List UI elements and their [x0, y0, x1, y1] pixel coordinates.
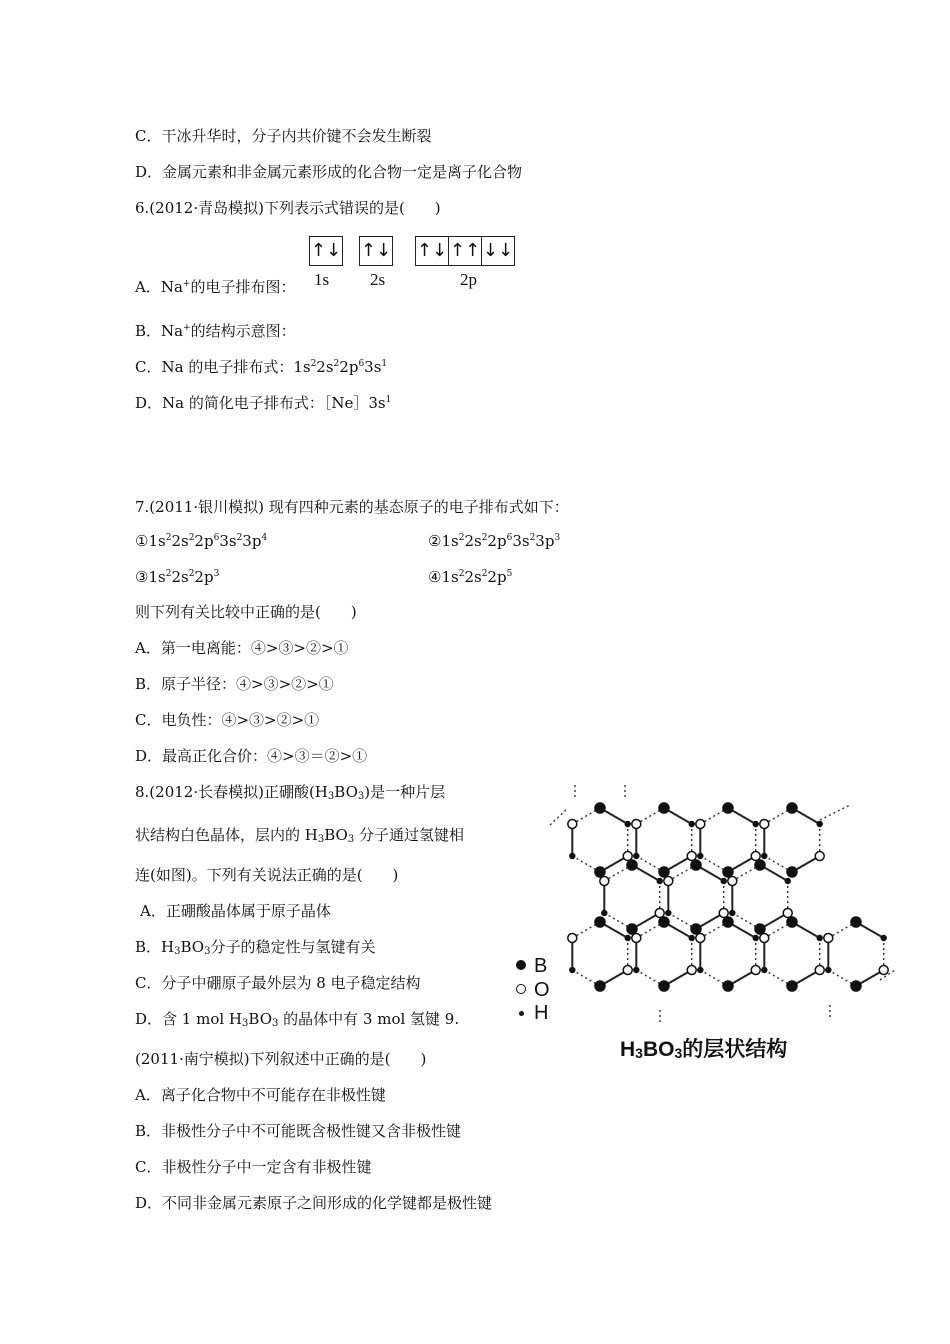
hydrogen-bond	[550, 808, 568, 825]
q8-text: 8.(2012·长春模拟)正硼酸(H	[135, 783, 328, 801]
boron-atom	[723, 917, 733, 927]
oxygen-atom	[815, 852, 824, 861]
oxygen-atom	[783, 909, 792, 918]
oxygen-atom	[728, 877, 737, 886]
boron-atom	[787, 917, 797, 927]
hollow-circle-icon	[516, 984, 526, 994]
q8-option-c: C．分子中硼原子最外层为 8 电子稳定结构	[135, 974, 421, 992]
orbital-box: ↑↓	[309, 236, 343, 266]
q6-option-a-prefix: A．Na	[135, 278, 183, 296]
q6-option-b-suffix: 的结构示意图：	[190, 322, 296, 340]
hydrogen-atom	[625, 822, 630, 827]
orbital-box: ↓↓	[481, 236, 515, 266]
hydrogen-atom	[570, 854, 575, 859]
hydrogen-atom	[634, 854, 639, 859]
hydrogen-atom	[666, 911, 671, 916]
oxygen-atom	[751, 852, 760, 861]
hydrogen-atom	[826, 968, 831, 973]
config-marker: ①	[135, 532, 149, 550]
oxygen-atom	[568, 934, 577, 943]
hydrogen-atom	[753, 936, 758, 941]
oxygen-atom	[696, 820, 705, 829]
boron-atom	[659, 803, 669, 813]
q8-option-a: A．正硼酸晶体属于原子晶体	[140, 902, 331, 920]
q8-option-b: B．$H_3BO_3$分子的稳定性与氢键有关	[135, 938, 376, 957]
q5-option-d: D．金属元素和非金属元素形成的化合物一定是离子化合物	[135, 163, 523, 181]
q8-stem-line1: 8.(2012·长春模拟)正硼酸$(H_3BO_3)$是一种片层	[135, 783, 446, 802]
q7-option-d: D．最高正化合价：④>③＝②>①	[135, 747, 368, 765]
q7-config-1: $①1s^22s^22p^63s^23p^4$	[135, 532, 268, 550]
q8-text: BO	[248, 1010, 272, 1028]
q6-stem: 6.(2012·青岛模拟)下列表示式错误的是( )	[135, 199, 441, 217]
oxygen-atom	[687, 852, 696, 861]
boron-atom	[723, 981, 733, 991]
oxygen-atom	[751, 966, 760, 975]
hydrogen-bond	[820, 805, 850, 820]
q8-text: 分子的稳定性与氢键有关	[210, 938, 376, 956]
hydrogen-atom	[785, 879, 790, 884]
legend-boron	[516, 955, 547, 978]
oxygen-atom	[760, 934, 769, 943]
q7-config-4: $④1s^22s^22p^5$	[428, 568, 513, 586]
q6-option-c-prefix: C．Na 的电子排布式：1s	[135, 358, 311, 376]
q9-option-d: D．不同非金属元素原子之间形成的化学键都是极性键	[135, 1194, 493, 1212]
q8-text: BO	[324, 826, 348, 844]
boron-atom	[659, 867, 669, 877]
boron-atom	[659, 981, 669, 991]
legend-oxygen	[516, 979, 550, 1002]
hydrogen-atom	[625, 936, 630, 941]
boron-atom	[595, 867, 605, 877]
boron-atom	[595, 981, 605, 991]
q7-follow: 则下列有关比较中正确的是( )	[135, 603, 357, 621]
q7-stem: 7.(2011·银川模拟) 现有四种元素的基态原子的电子排布式如下：	[135, 498, 569, 516]
hydrogen-atom	[657, 879, 662, 884]
boron-atom	[723, 867, 733, 877]
hydrogen-atom	[762, 854, 767, 859]
hydrogen-atom	[730, 911, 735, 916]
q6-option-c: C．Na 的电子排布式：$1s^22s^22p^63s^1$	[135, 358, 388, 376]
oxygen-atom	[632, 934, 641, 943]
boron-atom	[787, 803, 797, 813]
boron-atom	[691, 924, 701, 934]
oxygen-atom	[696, 934, 705, 943]
orbital-box: ↑↑	[448, 236, 482, 266]
q6-option-b: B．Na+的结构示意图：	[135, 322, 296, 340]
legend-hydrogen	[516, 1002, 548, 1025]
q7-option-a: A．第一电离能：④>③>②>①	[135, 639, 349, 657]
q8-text: 状结构白色晶体，层内的 H	[135, 826, 318, 844]
oxygen-atom	[655, 909, 664, 918]
orbital-box: ↑↓	[359, 236, 393, 266]
solid-dot-icon	[516, 960, 526, 970]
q9-stem: (2011·南宁模拟)下列叙述中正确的是( )	[135, 1050, 427, 1068]
legend-label: H	[534, 1002, 549, 1024]
q5-option-c: C．干冰升华时，分子内共价键不会发生断裂	[135, 127, 432, 145]
boron-atom	[627, 860, 637, 870]
q8-text: D．含 1 mol H	[135, 1010, 243, 1028]
oxygen-atom	[632, 820, 641, 829]
q8-stem-line3: 连(如图)。下列有关说法正确的是( )	[135, 866, 399, 884]
oxygen-atom	[664, 877, 673, 886]
orbital-2p	[415, 236, 515, 266]
oxygen-atom	[623, 852, 632, 861]
caption-text: BO	[642, 1038, 675, 1061]
boron-atom	[659, 917, 669, 927]
boron-atom	[787, 981, 797, 991]
q8-text: )是一种片层	[364, 783, 446, 801]
small-dot-icon	[519, 1011, 524, 1016]
orbital-box: ↑↓	[415, 236, 449, 266]
hydrogen-atom	[753, 822, 758, 827]
orbital-label-2s: 2s	[370, 270, 386, 289]
boron-atom	[755, 860, 765, 870]
oxygen-atom	[824, 934, 833, 943]
q7-config-2: $②1s^22s^22p^63s^23p^3$	[428, 532, 561, 550]
hydrogen-atom	[570, 968, 575, 973]
q7-option-c: C．电负性：④>③>②>①	[135, 711, 320, 729]
q8-stem-line2: 状结构白色晶体，层内的 $H_3BO_3$ 分子通过氢键相	[135, 826, 464, 845]
q8-text: 的晶体中有 3 mol 氢键 9.	[278, 1010, 460, 1028]
q8-text: BO	[334, 783, 358, 801]
oxygen-atom	[760, 820, 769, 829]
hydrogen-atom	[881, 936, 886, 941]
boron-atom	[851, 917, 861, 927]
orbital-label-2p: 2p	[460, 270, 477, 289]
figure-caption: $H_3BO_3$的层状结构	[620, 1038, 788, 1061]
boric-acid-structure-diagram	[530, 780, 900, 1030]
hydrogen-atom	[698, 854, 703, 859]
boron-atom	[627, 924, 637, 934]
q7-option-b: B．原子半径：④>③>②>①	[135, 675, 334, 693]
q6-option-d: D．Na 的简化电子排布式：$[Ne]3s^1$	[135, 394, 392, 412]
q9-option-a: A．离子化合物中不可能存在非极性键	[135, 1086, 386, 1104]
config-marker: ③	[135, 568, 149, 586]
hydrogen-atom	[689, 822, 694, 827]
caption-text: 的层状结构	[682, 1038, 788, 1061]
oxygen-atom	[623, 966, 632, 975]
hydrogen-atom	[721, 879, 726, 884]
oxygen-atom	[815, 966, 824, 975]
hydrogen-atom	[817, 822, 822, 827]
legend-label: B	[534, 955, 548, 977]
oxygen-atom	[568, 820, 577, 829]
q8-option-d: D．含 1 mol $H_3BO_3$ 的晶体中有 3 mol 氢键 9.	[135, 1010, 460, 1029]
hydrogen-atom	[762, 968, 767, 973]
hydrogen-atom	[817, 936, 822, 941]
q7-config-3: $③1s^22s^22p^3$	[135, 568, 220, 586]
oxygen-atom	[687, 966, 696, 975]
boron-atom	[595, 917, 605, 927]
oxygen-atom	[600, 877, 609, 886]
hydrogen-atom	[689, 936, 694, 941]
q6-option-a-suffix: 的电子排布图：	[190, 278, 296, 296]
orbital-2s	[359, 236, 393, 266]
orbital-1s	[309, 236, 343, 266]
q6-option-d-prefix: D．Na 的简化电子排布式：［Ne］3s	[135, 394, 386, 412]
oxygen-atom	[879, 966, 888, 975]
legend-label: O	[534, 979, 550, 1001]
q9-option-b: B．非极性分子中不可能既含极性键又含非极性键	[135, 1122, 462, 1140]
q6-option-b-prefix: B．Na	[135, 322, 184, 340]
oxygen-atom	[719, 909, 728, 918]
config-marker: ④	[428, 568, 442, 586]
hydrogen-atom	[634, 968, 639, 973]
boron-atom	[595, 803, 605, 813]
boron-atom	[755, 924, 765, 934]
boron-atom	[723, 803, 733, 813]
caption-text: H	[620, 1038, 636, 1061]
boron-atom	[691, 860, 701, 870]
q8-text: B．H	[135, 938, 175, 956]
config-marker: ②	[428, 532, 442, 550]
boron-atom	[787, 867, 797, 877]
boron-atom	[851, 981, 861, 991]
hydrogen-atom	[698, 968, 703, 973]
q8-text: BO	[180, 938, 205, 956]
orbital-label-1s: 1s	[314, 270, 330, 289]
hydrogen-atom	[602, 911, 607, 916]
q9-option-c: C．非极性分子中一定含有非极性键	[135, 1158, 372, 1176]
q8-text: 分子通过氢键相	[354, 826, 464, 844]
q6-option-a: A．Na+的电子排布图：	[135, 278, 296, 296]
